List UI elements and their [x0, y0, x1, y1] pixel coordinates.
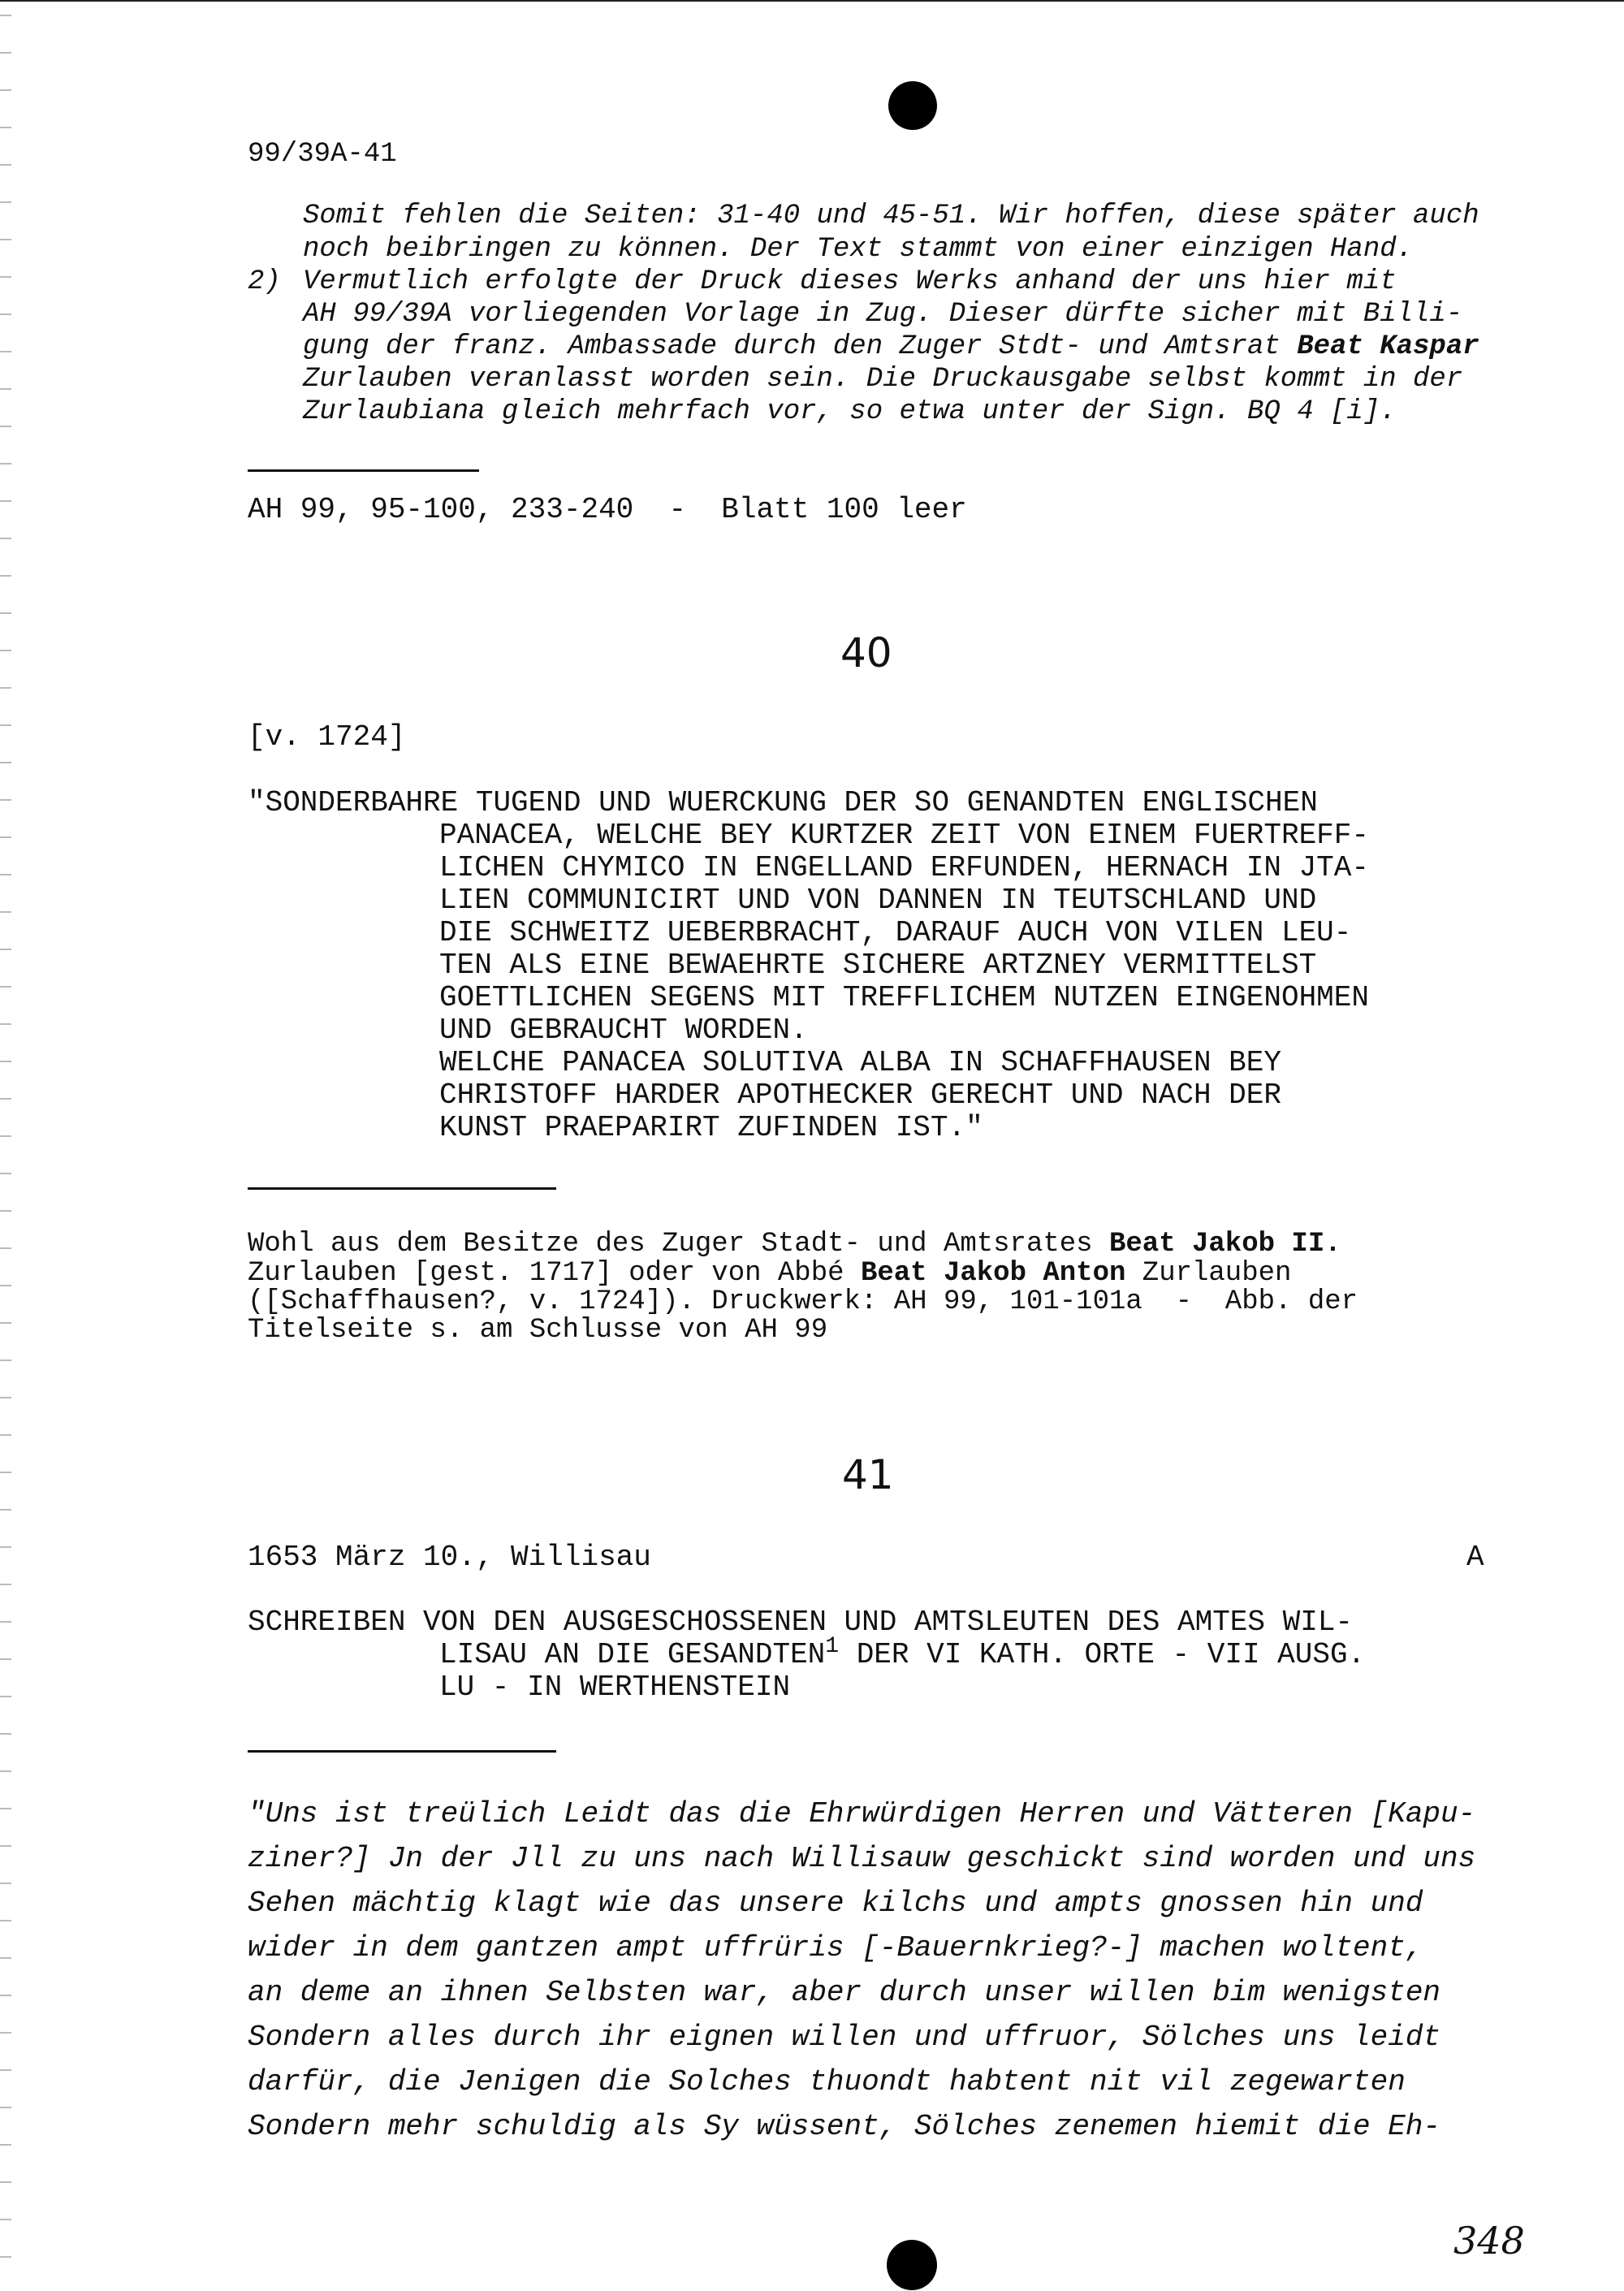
punch-hole-top: [888, 81, 937, 130]
s41-title-line-2: LISAU AN DIE GESANDTEN$^1$ DER VI KATH. ORTE - VII AUSG.: [439, 1634, 1366, 1671]
s41-quote-line-8: Sondern mehr schuldig als Sy wüssent, Sölches zenemen hiemit die Eh-: [248, 2110, 1441, 2143]
note-line-6: Zurlauben veranlasst worden sein. Die Druckausgabe selbst kommt in der: [303, 364, 1463, 395]
note-line-1: Somit fehlen die Seiten: 31-40 und 45-51. Wir hoffen, diese später auch: [303, 201, 1479, 231]
s40-title-line-11: KUNST PRAEPARIRT ZUFINDEN IST.": [439, 1111, 983, 1144]
section-41-date: 1653 März 10., Willisau: [248, 1541, 651, 1574]
s41-quote-line-6: Sondern alles durch ihr eignen willen und uffruor, Sölches uns leidt: [248, 2021, 1441, 2054]
header-ref: 99/39A-41: [248, 139, 397, 170]
s40-title-line-9: WELCHE PANACEA SOLUTIVA ALBA IN SCHAFFHAUSEN BEY: [439, 1046, 1281, 1079]
s40-title-line-6: TEN ALS EINE BEWAEHRTE SICHERE ARTZNEY VERMITTELST: [439, 949, 1317, 982]
section-40-date: [v. 1724]: [248, 720, 406, 754]
section-41-number: 41: [842, 1451, 894, 1498]
bold-beat-jakob-ii: Beat Jakob II.: [1108, 1229, 1341, 1260]
s40-title-line-2: PANACEA, WELCHE BEY KURTZER ZEIT VON EINEM FUERTREFF-: [439, 819, 1369, 852]
s40-title-line-4: LIEN COMMUNICIRT UND VON DANNEN IN TEUTSCHLAND UND: [439, 884, 1317, 917]
s40-prov-line-1: Wohl aus dem Besitze des Zuger Stadt- und Amtsrates Beat Jakob II.: [248, 1229, 1341, 1260]
s41-quote-line-2: ziner?] Jn der Jll zu uns nach Willisauw geschickt sind worden und uns: [248, 1842, 1476, 1875]
note-line-5: gung der franz. Ambassade durch den Zuger Stdt- und Amtsrat Beat Kaspar: [303, 331, 1479, 362]
s40-title-line-8: UND GEBRAUCHT WORDEN.: [439, 1014, 808, 1047]
note-line-3: Vermutlich erfolgte der Druck dieses Werks anhand der uns hier mit: [303, 266, 1397, 297]
section-41-mark: A: [1466, 1541, 1484, 1574]
s41-quote-line-3: Sehen mächtig klagt wie das unsere kilchs und ampts gnossen hin und: [248, 1887, 1423, 1920]
s40-prov-line-2: Zurlauben [gest. 1717] oder von Abbé Beat Jakob Anton Zurlauben: [248, 1258, 1292, 1289]
s40-prov-line-3: ([Schaffhausen?, v. 1724]). Druckwerk: AH 99, 101-101a - Abb. der: [248, 1286, 1358, 1317]
s40-title-line-1: "SONDERBAHRE TUGEND UND WUERCKUNG DER SO GENANDTEN ENGLISCHEN: [248, 786, 1318, 819]
s41-quote-line-4: wider in dem gantzen ampt uffrüris [-Bauernkrieg?-] machen woltent,: [248, 1931, 1423, 1965]
s41-quote-line-1: "Uns ist treülich Leidt das die Ehrwürdigen Herren und Vätteren [Kapu-: [248, 1797, 1476, 1831]
rule-2: [248, 1187, 556, 1190]
punch-hole-bottom: [887, 2240, 937, 2290]
s40-title-line-7: GOETTLICHEN SEGENS MIT TREFFLICHEM NUTZEN EINGENOHMEN: [439, 981, 1369, 1014]
section-40-number: 40: [840, 629, 892, 676]
bold-beat-jakob-anton: Beat Jakob Anton: [860, 1258, 1126, 1289]
top-edge-line: [0, 0, 1624, 2]
s41-title-line-3: LU - IN WERTHENSTEIN: [439, 1671, 791, 1704]
note-number: 2): [248, 266, 281, 297]
footnote-marker: 1: [825, 1634, 840, 1659]
note-bold-name: Beat Kaspar: [1297, 331, 1479, 362]
handwritten-page-number: 348: [1453, 2219, 1525, 2263]
rule-3: [248, 1750, 556, 1753]
note-line-2: noch beibringen zu können. Der Text stammt von einer einzigen Hand.: [303, 234, 1414, 265]
s40-title-line-10: CHRISTOFF HARDER APOTHECKER GERECHT UND NACH DER: [439, 1078, 1281, 1112]
rule-1: [248, 469, 479, 472]
scan-left-edge: [0, 0, 11, 2291]
s41-quote-line-5: an deme an ihnen Selbsten war, aber durch unser willen bim wenigsten: [248, 1976, 1441, 2009]
s40-prov-line-4: Titelseite s. am Schlusse von AH 99: [248, 1315, 828, 1346]
archive-ref-line: AH 99, 95-100, 233-240 - Blatt 100 leer: [248, 493, 967, 526]
s40-title-line-3: LICHEN CHYMICO IN ENGELLAND ERFUNDEN, HERNACH IN JTA-: [439, 851, 1369, 884]
note-line-4: AH 99/39A vorliegenden Vorlage in Zug. Dieser dürfte sicher mit Billi-: [303, 299, 1463, 330]
note-line-7: Zurlaubiana gleich mehrfach vor, so etwa unter der Sign. BQ 4 [i].: [303, 396, 1397, 427]
s41-quote-line-7: darfür, die Jenigen die Solches thuondt habtent nit vil zegewarten: [248, 2065, 1406, 2099]
s41-title-line-1: SCHREIBEN VON DEN AUSGESCHOSSENEN UND AMTSLEUTEN DES AMTES WIL-: [248, 1606, 1354, 1639]
s40-title-line-5: DIE SCHWEITZ UEBERBRACHT, DARAUF AUCH VON VILEN LEU-: [439, 916, 1352, 949]
